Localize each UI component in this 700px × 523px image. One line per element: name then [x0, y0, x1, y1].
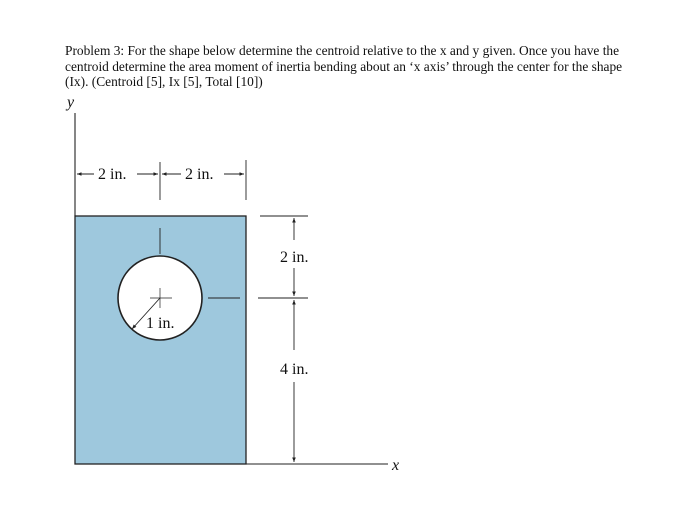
x-axis-label: x: [392, 457, 400, 474]
dim-right-width: 2 in.: [185, 166, 214, 183]
dim-left-width: 2 in.: [98, 166, 127, 183]
y-axis-label: y: [67, 94, 75, 111]
problem-statement: Problem 3: For the shape below determine the centroid relative to the x and y given. Once you have the centroid determine the area moment of inertia bending about an ‘x axis’ through the center for the shape (Ix). (Centroid [5], Ix [5], Total [10]): [65, 43, 623, 90]
dim-top-height: 2 in.: [280, 249, 309, 266]
hole-radius-label: 1 in.: [146, 315, 175, 332]
dim-bottom-height: 4 in.: [280, 361, 309, 378]
